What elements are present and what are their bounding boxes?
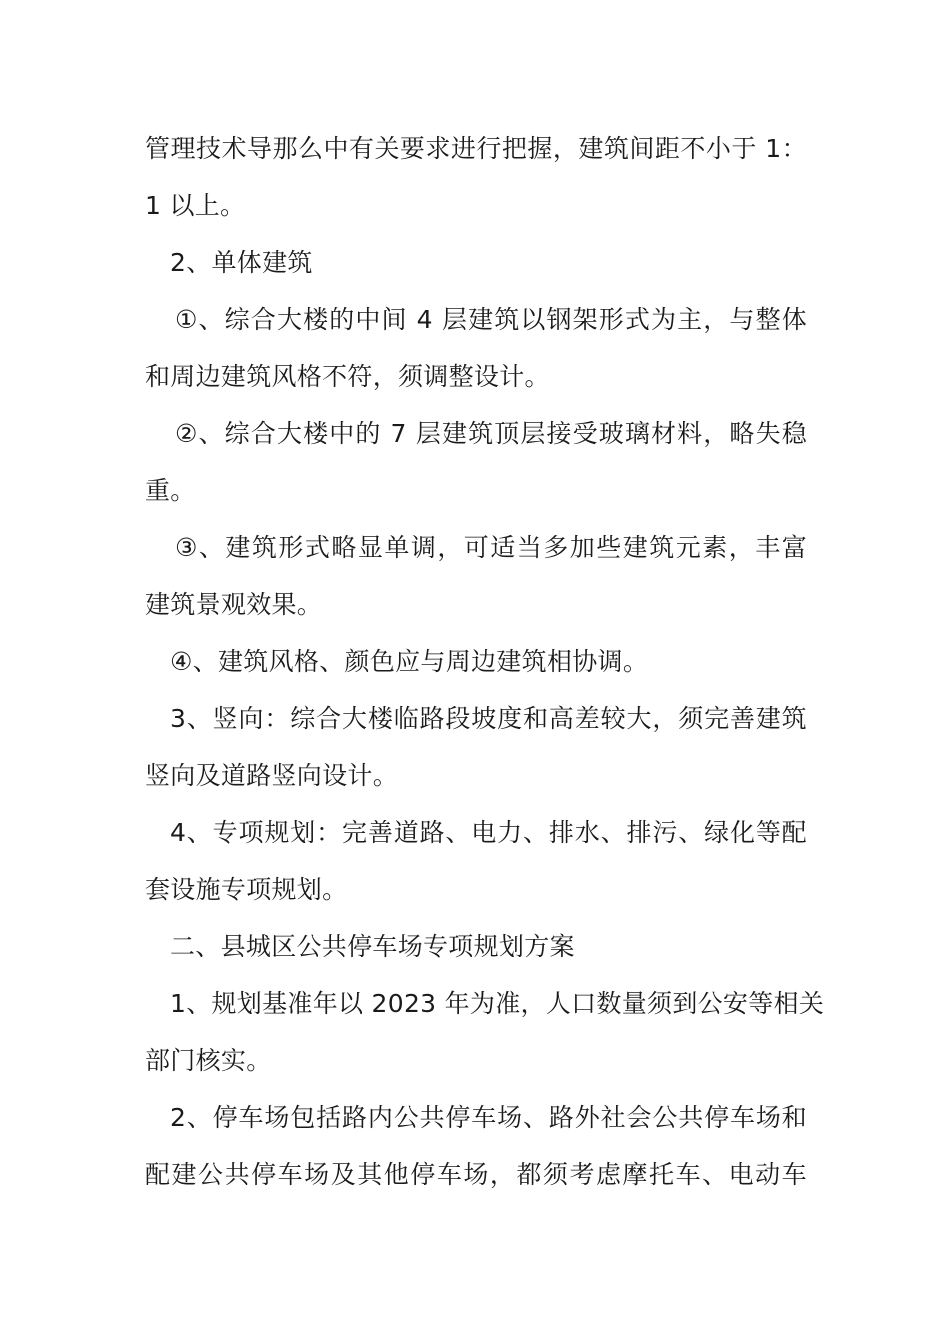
- paragraph-line: 竖向及道路竖向设计。: [145, 761, 399, 790]
- paragraph-line: 1、规划基准年以 2023 年为准，人口数量须到公安等相关: [170, 989, 825, 1018]
- paragraph-line: 4、专项规划：完善道路、电力、排水、排污、绿化等配: [170, 818, 807, 847]
- section-heading: 二、县城区公共停车场专项规划方案: [170, 932, 575, 961]
- paragraph-line: 配建公共停车场及其他停车场，都须考虑摩托车、电动车: [145, 1160, 807, 1189]
- list-item-line: 和周边建筑风格不符，须调整设计。: [145, 362, 550, 391]
- section-heading: 2、单体建筑: [170, 248, 313, 277]
- paragraph-line: 3、竖向：综合大楼临路段坡度和高差较大，须完善建筑: [170, 704, 807, 733]
- list-item-line: 重。: [145, 476, 196, 505]
- list-item-line: ②、综合大楼中的 7 层建筑顶层接受玻璃材料，略失稳: [175, 419, 807, 448]
- list-item-line: ①、综合大楼的中间 4 层建筑以钢架形式为主，与整体: [175, 305, 807, 334]
- paragraph-line: 2、停车场包括路内公共停车场、路外社会公共停车场和: [170, 1103, 807, 1132]
- paragraph-line: 部门核实。: [145, 1046, 272, 1075]
- paragraph-line: 1 以上。: [145, 191, 246, 220]
- list-item-line: 建筑景观效果。: [145, 590, 323, 619]
- list-item-line: ③、建筑形式略显单调，可适当多加些建筑元素，丰富: [175, 533, 807, 562]
- paragraph-line: 套设施专项规划。: [145, 875, 348, 904]
- paragraph-line: 管理技术导那么中有关要求进行把握，建筑间距不小于 1：: [145, 134, 807, 163]
- list-item-line: ④、建筑风格、颜色应与周边建筑相协调。: [170, 647, 649, 676]
